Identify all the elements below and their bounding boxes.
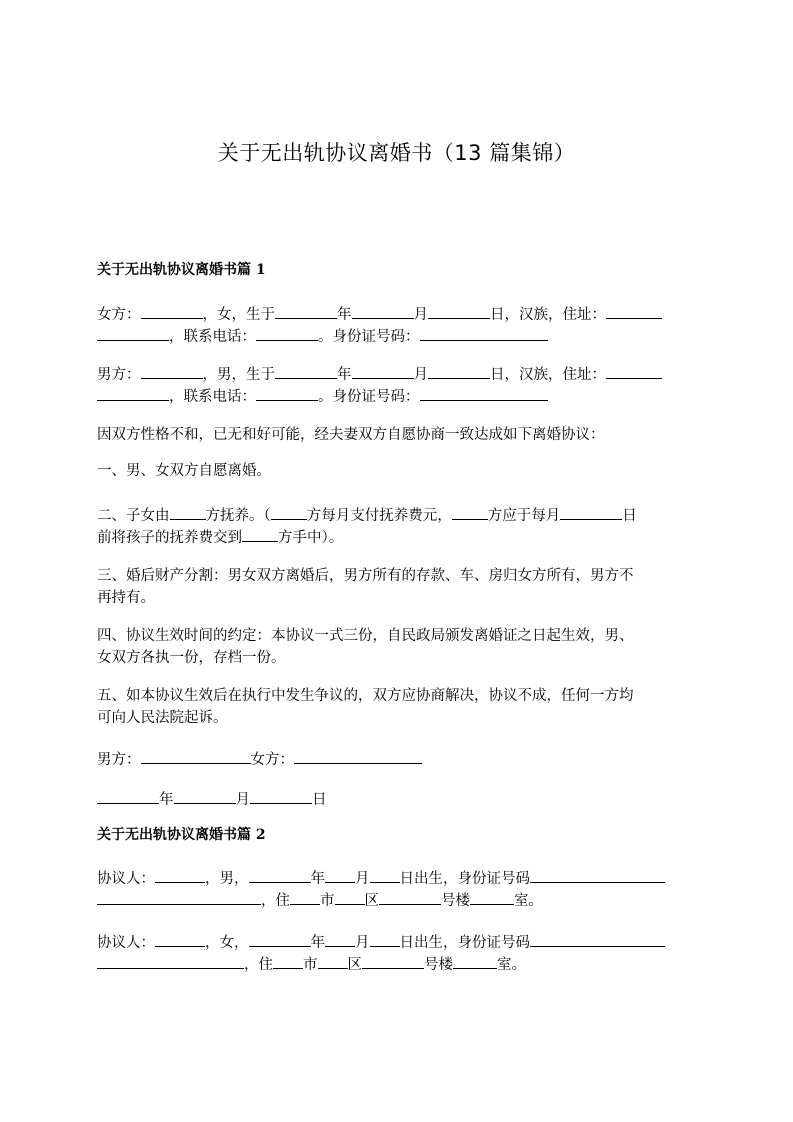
day-blank[interactable]: [250, 787, 312, 804]
female-info-line-1: 女方： ，女，生于 年 月 日，汉族，住址：: [97, 302, 697, 326]
day-blank[interactable]: [560, 503, 622, 520]
building-blank[interactable]: [379, 888, 441, 905]
district-blank[interactable]: [335, 888, 365, 905]
clause-2-line-2: 前将孩子的抚养费交到 方手中）。: [97, 525, 697, 549]
day-blank[interactable]: [370, 930, 400, 947]
id-number-blank[interactable]: [530, 930, 665, 947]
clause-4-line-1: 四、协议生效时间的约定：本协议一式三份，自民政局颁发离婚证之日起生效，男、: [97, 628, 634, 644]
address-blank-cont[interactable]: [97, 324, 169, 341]
clause-4-line-2: 女双方各执一份，存档一份。: [97, 650, 286, 666]
date-line: 年 月 日: [97, 787, 697, 811]
phone-blank[interactable]: [256, 384, 318, 401]
city-blank[interactable]: [290, 888, 320, 905]
id-number-blank-cont[interactable]: [97, 888, 261, 905]
signature-line: 男方： 女方：: [97, 747, 697, 771]
clause-5-line-2: 可向人民法院起诉。: [97, 710, 228, 726]
district-blank[interactable]: [318, 952, 348, 969]
recipient-party-blank[interactable]: [242, 525, 278, 542]
phone-blank[interactable]: [256, 324, 318, 341]
female-signature-blank[interactable]: [294, 747, 422, 764]
year-blank[interactable]: [249, 930, 311, 947]
name-blank[interactable]: [141, 302, 203, 319]
intro-paragraph: 因双方性格不和，已无和好可能，经夫妻双方自愿协商一致达成如下离婚协议：: [97, 427, 605, 443]
address-blank[interactable]: [606, 302, 662, 319]
year-blank[interactable]: [249, 866, 311, 883]
room-blank[interactable]: [453, 952, 497, 969]
custody-party-blank[interactable]: [170, 503, 206, 520]
room-blank[interactable]: [470, 888, 514, 905]
month-blank[interactable]: [174, 787, 236, 804]
payer-party-blank[interactable]: [271, 503, 307, 520]
month-blank[interactable]: [325, 930, 355, 947]
id-number-blank-cont[interactable]: [97, 952, 244, 969]
day-blank[interactable]: [428, 302, 490, 319]
month-blank[interactable]: [352, 302, 414, 319]
section-heading-2: 关于无出轨协议离婚书篇 2: [97, 827, 266, 843]
party-2-line-2: ，住 市 区 号楼 室。: [97, 952, 697, 976]
year-blank[interactable]: [275, 362, 337, 379]
male-info-line-2: ，联系电话： 。身份证号码：: [97, 384, 697, 408]
party-1-line-2: ，住 市 区 号楼 室。: [97, 888, 697, 912]
id-number-blank[interactable]: [420, 324, 548, 341]
id-number-blank[interactable]: [530, 866, 665, 883]
name-blank[interactable]: [155, 866, 205, 883]
clause-5-line-1: 五、如本协议生效后在执行中发生争议的，双方应协商解决，协议不成，任何一方均: [97, 688, 634, 704]
city-blank[interactable]: [273, 952, 303, 969]
month-blank[interactable]: [352, 362, 414, 379]
day-blank[interactable]: [428, 362, 490, 379]
month-blank[interactable]: [325, 866, 355, 883]
document-title: 关于无出轨协议离婚书（13 篇集锦）: [217, 141, 576, 165]
party-blank[interactable]: [452, 503, 488, 520]
id-number-blank[interactable]: [420, 384, 548, 401]
year-blank[interactable]: [97, 787, 159, 804]
day-blank[interactable]: [370, 866, 400, 883]
address-blank[interactable]: [606, 362, 662, 379]
female-info-line-2: ，联系电话： 。身份证号码：: [97, 324, 697, 348]
section-heading-1: 关于无出轨协议离婚书篇 1: [97, 262, 266, 278]
party-1-line-1: 协议人： ，男， 年 月 日出生，身份证号码: [97, 866, 697, 890]
name-blank[interactable]: [141, 362, 203, 379]
clause-1: 一、男、女双方自愿离婚。: [97, 463, 271, 479]
year-blank[interactable]: [275, 302, 337, 319]
name-blank[interactable]: [155, 930, 205, 947]
clause-3-line-2: 再持有。: [97, 590, 155, 606]
party-2-line-1: 协议人： ，女， 年 月 日出生，身份证号码: [97, 930, 697, 954]
male-info-line-1: 男方： ，男，生于 年 月 日，汉族，住址：: [97, 362, 697, 386]
clause-2-line-1: 二、子女由 方抚养。（ 方每月支付抚养费元， 方应于每月 日: [97, 503, 697, 527]
clause-3-line-1: 三、婚后财产分割：男女双方离婚后，男方所有的存款、车、房归女方所有，男方不: [97, 568, 634, 584]
male-signature-blank[interactable]: [141, 747, 251, 764]
building-blank[interactable]: [362, 952, 424, 969]
address-blank-cont[interactable]: [97, 384, 169, 401]
